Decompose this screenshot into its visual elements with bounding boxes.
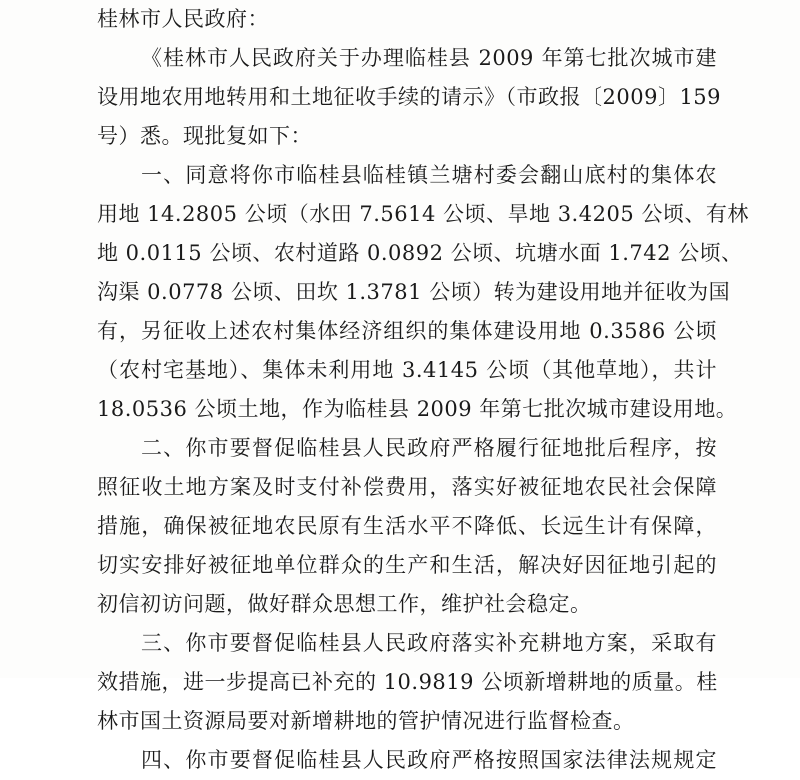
paragraph-line: 设用地农用地转用和土地征收手续的请示》（市政报〔2009〕159 — [97, 85, 722, 109]
paragraph-line: 地 0.0115 公顷、农村道路 0.0892 公顷、坑塘水面 1.742 公顷、 — [97, 241, 743, 265]
document-body — [97, 0, 749, 780]
paragraph-line: 四、你市要督促临桂县人民政府严格按照国家法律法规规定 — [141, 748, 717, 772]
paragraph-line: 18.0536 公顷土地，作为临桂县 2009 年第七批次城市建设用地。 — [97, 397, 738, 421]
paragraph-line: 用地 14.2805 公顷（水田 7.5614 公顷、旱地 3.4205 公顷、有林 — [97, 202, 749, 226]
paragraph-line: 效措施，进一步提高已补充的 10.9819 公顷新增耕地的质量。桂 — [97, 670, 718, 694]
paragraph-line: 有，另征收上述农村集体经济组织的集体建设用地 0.3586 公顷 — [97, 319, 717, 343]
salutation-line: 桂林市人民政府： — [97, 7, 269, 31]
paragraph-line: 沟渠 0.0778 公顷、田坎 1.3781 公顷）转为建设用地并征收为国 — [97, 280, 731, 304]
paragraph-line: 《桂林市人民政府关于办理临桂县 2009 年第七批次城市建 — [141, 46, 717, 70]
paragraph-line: 措施，确保被征地农民原有生活水平不降低、长远生计有保障， — [97, 514, 717, 538]
paragraph-line: 二、你市要督促临桂县人民政府严格履行征地批后程序，按 — [141, 436, 717, 460]
paragraph-line: 一、同意将你市临桂县临桂镇兰塘村委会翻山底村的集体农 — [141, 163, 717, 187]
paragraph-line: 三、你市要督促临桂县人民政府落实补充耕地方案，采取有 — [141, 631, 717, 655]
paragraph-line: 号）悉。现批复如下： — [97, 124, 312, 148]
paragraph-line: 照征收土地方案及时支付补偿费用，落实好被征地农民社会保障 — [97, 475, 717, 499]
paragraph-line: （农村宅基地）、集体未利用地 3.4145 公顷（其他草地），共计 — [97, 358, 717, 382]
paragraph-line: 初信初访问题，做好群众思想工作，维护社会稳定。 — [97, 592, 592, 616]
paragraph-line: 林市国土资源局要对新增耕地的管护情况进行监督检查。 — [97, 709, 635, 733]
paragraph-line: 切实安排好被征地单位群众的生产和生活，解决好因征地引起的 — [97, 553, 717, 577]
